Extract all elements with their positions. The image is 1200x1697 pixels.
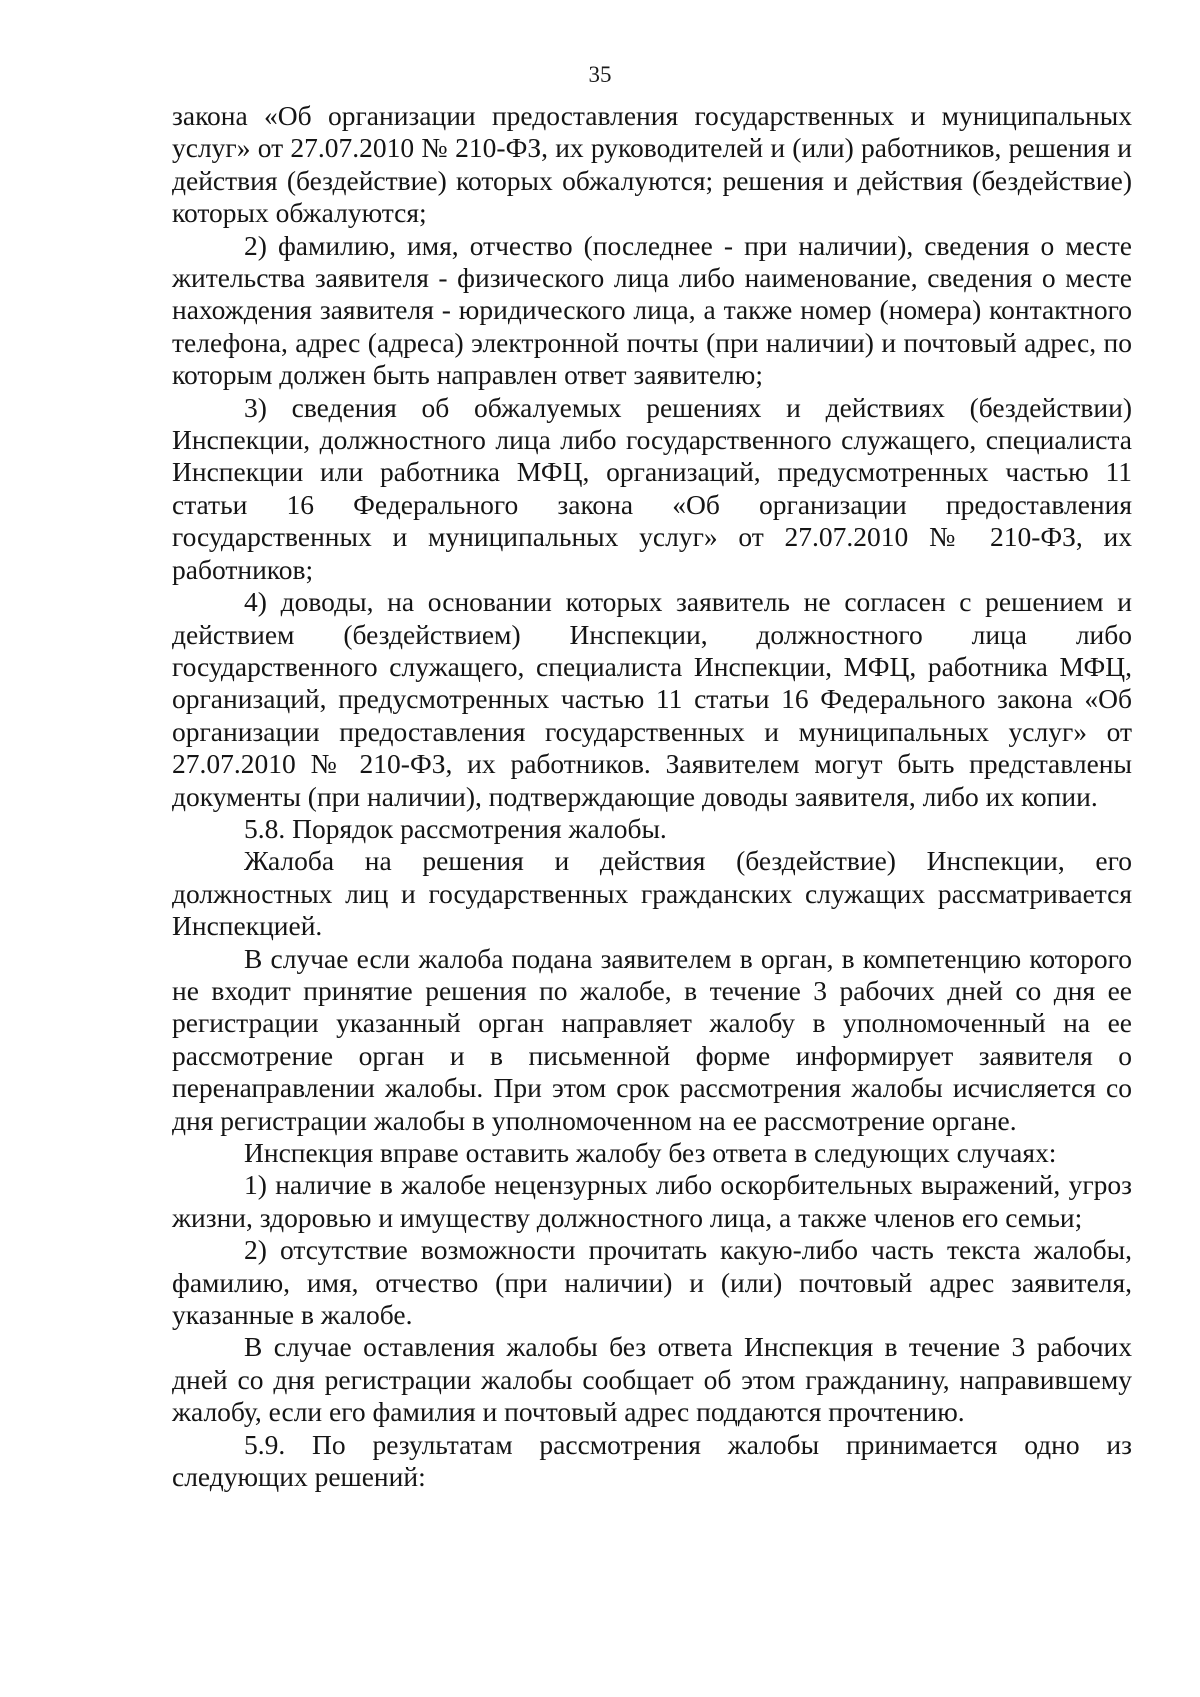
paragraph-case-1: 1) наличие в жалобе нецензурных либо оскорбительных выражений, угроз жизни, здоровью и имуществу должностного лица, а также членов его семьи; <box>172 1169 1132 1233</box>
paragraph-item-4: 4) доводы, на основании которых заявитель не согласен с решением и действием (бездействием) Инспекции, должностного лица либо государственного служащего, специалиста Инспекции, МФЦ, работника МФЦ, организаций, предусмотренных частью 11 статьи 16 Федерального закона «Об организации предоставления государственных и муниципальных услуг» от 27.07.2010 № 210-ФЗ, их работников. Заявителем могут быть представлены документы (при наличии), подтверждающие доводы заявителя, либо их копии. <box>172 586 1132 812</box>
paragraph-no-answer-cases: Инспекция вправе оставить жалобу без ответа в следующих случаях: <box>244 1137 1057 1168</box>
section-heading-5-8: 5.8. Порядок рассмотрения жалобы. <box>244 812 667 844</box>
paragraph-case-2: 2) отсутствие возможности прочитать какую-либо часть текста жалобы, фамилию, имя, отчество (при наличии) и (или) почтовый адрес заявителя, указанные в жалобе. <box>172 1234 1132 1331</box>
section-heading-5-9: 5.9. По результатам рассмотрения жалобы принимается одно из следующих решений: <box>172 1428 1132 1493</box>
paragraph-item-3: 3) сведения об обжалуемых решениях и действиях (бездействии) Инспекции, должностного лица либо государственного служащего, специалиста Инспекции или работника МФЦ, организаций, предусмотренных частью 11 статьи 16 Федерального закона «Об организации предоставления государственных и муниципальных услуг» от 27.07.2010 № 210-ФЗ, их работников; <box>172 391 1132 585</box>
document-body <box>172 100 1132 1493</box>
paragraph-item-2: 2) фамилию, имя, отчество (последнее - при наличии), сведения о месте жительства заявителя - физического лица либо наименование, сведения о месте нахождения заявителя - юридического лица, а также номер (номера) контактного телефона, адрес (адреса) электронной почты (при наличии) и почтовый адрес, по которым должен быть направлен ответ заявителю; <box>172 229 1132 391</box>
paragraph-notification: В случае оставления жалобы без ответа Инспекция в течение 3 рабочих дней со дня регистрации жалобы сообщает об этом гражданину, направившему жалобу, если его фамилия и почтовый адрес поддаются прочтению. <box>172 1331 1132 1428</box>
paragraph-complaint-review: Жалоба на решения и действия (бездействие) Инспекции, его должностных лиц и государственных гражданских служащих рассматривается Инспекцией. <box>172 845 1132 942</box>
paragraph-redirection: В случае если жалоба подана заявителем в орган, в компетенцию которого не входит принятие решения по жалобе, в течение 3 рабочих дней со дня ее регистрации указанный орган направляет жалобу в уполномоченный на ее рассмотрение орган и в письменной форме информирует заявителя о перенаправлении жалобы. При этом срок рассмотрения жалобы исчисляется со дня регистрации жалобы в уполномоченном на ее рассмотрение органе. <box>172 942 1132 1136</box>
paragraph-continuation: закона «Об организации предоставления государственных и муниципальных услуг» от 27.07.2010 № 210-ФЗ, их руководителей и (или) работников, решения и действия (бездействие) которых обжалуются; решения и действия (бездействие) которых обжалуются; <box>172 100 1132 229</box>
page-number: 35 <box>588 62 612 87</box>
